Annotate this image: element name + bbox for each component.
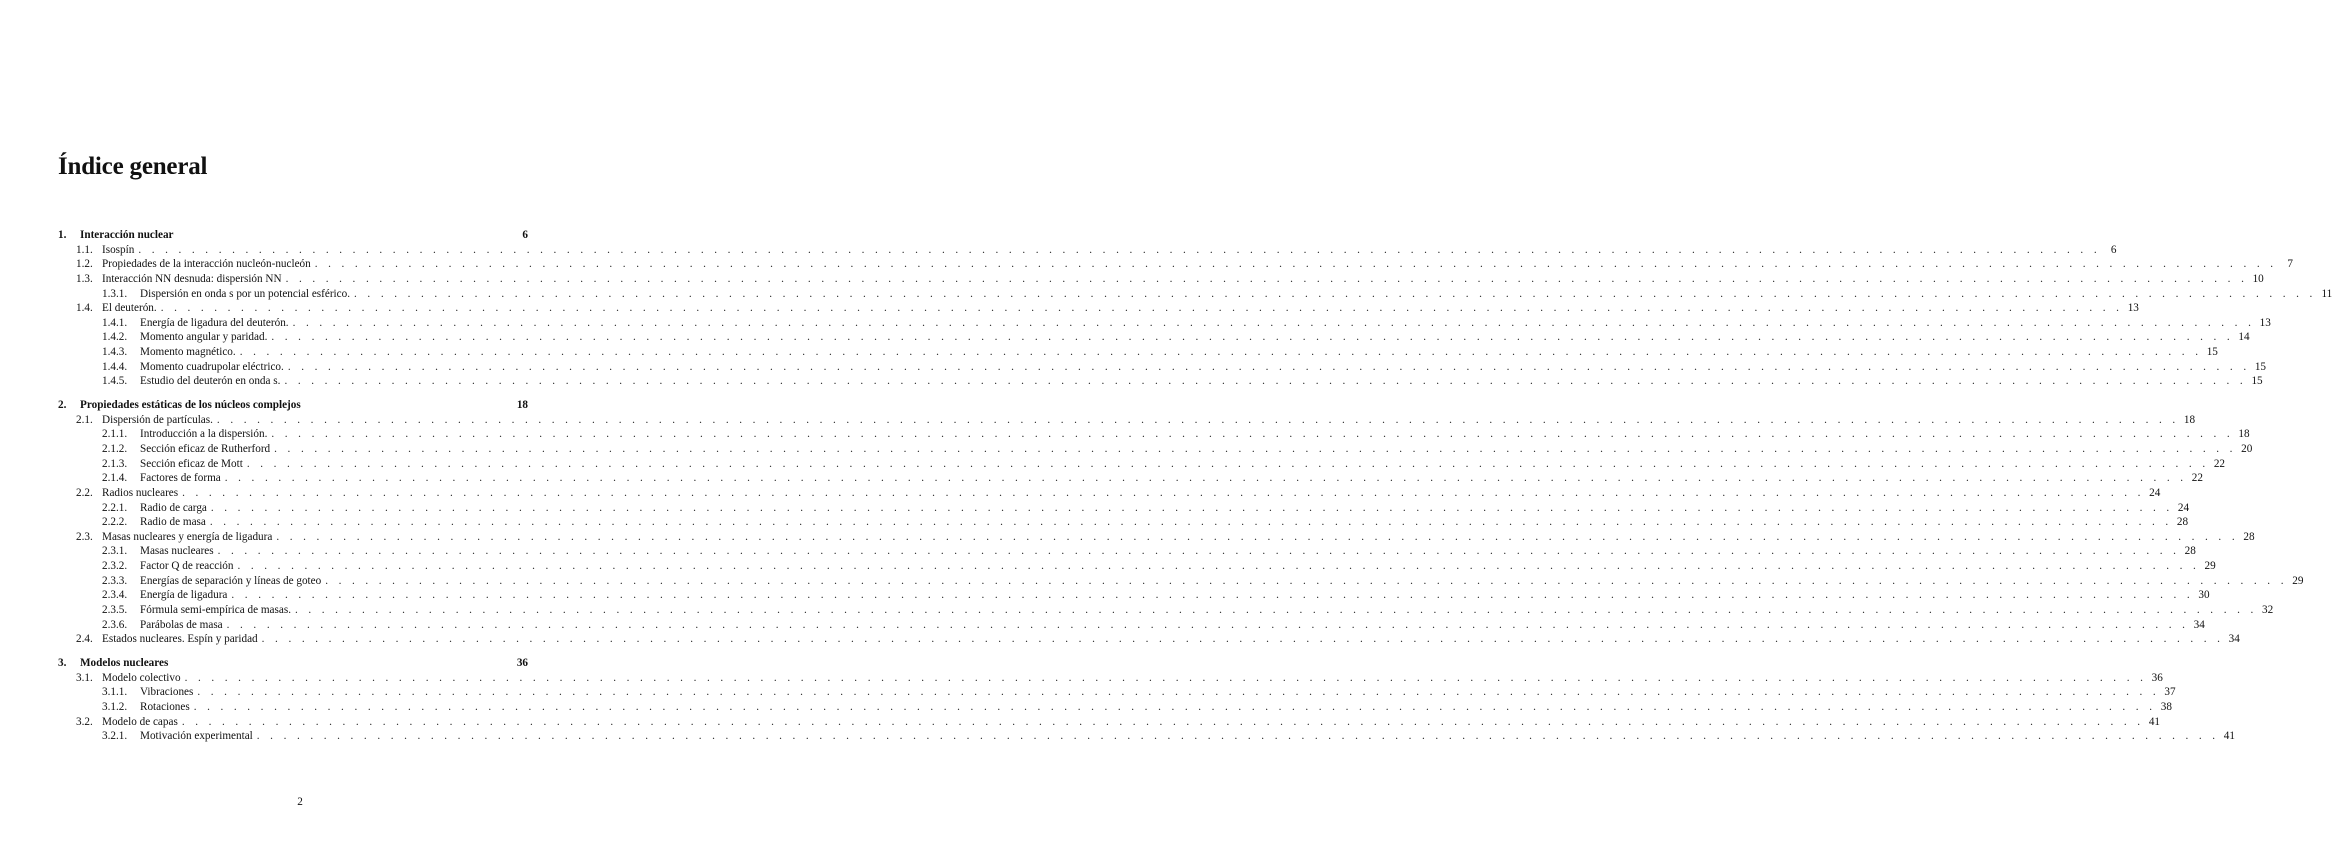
toc-entry-number: 2.4. [76,633,93,646]
toc-entry-page: 20 [2241,442,2253,455]
toc-entry-page: 24 [2177,501,2190,514]
page-number: 2 [297,796,303,808]
toc-entry-title: El deuterón. [102,302,157,315]
toc-entry-title: Masas nucleares y energía de ligadura [102,530,273,543]
toc-subsection-entry[interactable] [58,501,2190,516]
toc-subsection-entry[interactable] [58,618,2205,633]
toc-entry-number: 2. [58,399,67,412]
toc-entry-page: 34 [2193,618,2205,631]
toc-entry-page: 38 [2160,700,2172,713]
toc-entry-number: 1.4.3. [102,346,128,359]
toc-section-entry[interactable] [58,671,2163,686]
toc-entry-number: 2.3.2. [102,560,128,573]
toc-entry-number: 1.4.4. [102,360,128,373]
toc-dot-leader [185,671,2147,686]
toc-entry-number: 3.2.1. [102,730,128,743]
toc-subsection-entry[interactable] [58,330,2250,345]
toc-entry-title: Factores de forma [140,472,221,485]
toc-entry-page: 34 [2228,633,2240,646]
toc-section-entry[interactable] [58,257,2293,272]
toc-dot-leader [288,360,2250,375]
toc-entry-number: 2.1.2. [102,442,128,455]
toc-entry-number: 2.2. [76,486,93,499]
toc-entry-title: Momento angular y paridad. [140,331,268,344]
toc-entry-page: 32 [2262,604,2274,617]
toc-entry-title: Motivación experimental [140,730,253,743]
toc-entry-number: 3. [58,656,67,669]
toc-entry-number: 2.2.2. [102,516,128,529]
toc-entry-number: 1. [58,229,67,241]
toc-dot-leader [182,486,2144,501]
toc-subsection-entry[interactable] [58,515,2189,530]
toc-chapter-entry[interactable] [58,656,528,671]
toc-entry-page: 15 [2254,360,2267,373]
toc-section-entry[interactable] [58,530,2255,545]
toc-entry-page: 36 [516,656,528,669]
toc-dot-leader [325,574,2287,589]
toc-subsection-entry[interactable] [58,427,2250,442]
toc-entry-number: 1.4.5. [102,375,128,388]
toc-dot-leader [271,427,2233,442]
toc-dot-leader [182,715,2144,730]
toc-entry-title: Radio de carga [140,501,207,514]
toc-entry-title: Energías de separación y líneas de goteo [140,574,322,587]
toc-dot-leader [262,632,2224,647]
toc-entry-page: 28 [2176,516,2189,529]
toc-entry-page: 22 [2191,472,2203,485]
toc-entry-number: 3.1.1. [102,686,128,699]
toc-entry-page: 6 [2110,243,2117,256]
toc-entry-number: 3.1.2. [102,700,128,713]
toc-section-entry[interactable] [58,632,2240,647]
toc-entry-page: 18 [516,399,528,412]
toc-subsection-entry[interactable] [58,700,2172,715]
toc-entry-title: Momento cuadrupolar eléctrico. [140,360,284,373]
toc-section-entry[interactable] [58,715,2160,730]
toc-entry-page: 29 [2292,574,2304,587]
table-of-contents [58,228,2332,744]
toc-subsection-entry[interactable] [58,457,2226,472]
toc-section-entry[interactable] [58,243,2117,258]
toc-subsection-entry[interactable] [58,588,2210,603]
toc-entry-page: 28 [2243,530,2255,543]
toc-subsection-entry[interactable] [58,374,2263,389]
toc-entry-number: 1.1. [76,243,93,256]
toc-entry-title: Radios nucleares [102,486,179,499]
toc-dot-leader [274,442,2236,457]
toc-entry-title: Estados nucleares. Espín y paridad [102,633,258,646]
toc-entry-title: Dispersión de partículas. [102,413,213,426]
toc-entry-page: 30 [2198,589,2210,602]
toc-entry-page: 14 [2238,331,2250,344]
toc-entry-title: Factor Q de reacción [140,560,234,573]
toc-dot-leader [240,345,2202,360]
toc-dot-leader [197,685,2159,700]
toc-subsection-entry[interactable] [58,471,2203,486]
toc-entry-title: Estudio del deuterón en onda s. [140,375,281,388]
toc-subsection-entry[interactable] [58,442,2253,457]
toc-entry-number: 1.4. [76,302,93,315]
toc-dot-leader [217,413,2179,428]
toc-section-entry[interactable] [58,272,2264,287]
toc-subsection-entry[interactable] [58,729,2235,744]
toc-entry-number: 2.3.5. [102,604,128,617]
toc-entry-page: 11 [2321,287,2332,300]
toc-entry-number: 3.1. [76,671,93,684]
toc-entry-title: Rotaciones [140,700,190,713]
toc-subsection-entry[interactable] [58,544,2196,559]
toc-entry-number: 3.2. [76,715,93,728]
toc-chapter-entry[interactable] [58,228,528,243]
toc-dot-leader [231,588,2193,603]
toc-entry-number: 1.4.1. [102,316,128,329]
toc-entry-title: Propiedades de la interacción nucleón-nucleón [102,258,311,271]
toc-entry-page: 22 [2213,457,2226,470]
toc-subsection-entry[interactable] [58,360,2267,375]
toc-chapter-entry[interactable] [58,398,528,413]
toc-entry-number: 1.4.2. [102,331,128,344]
toc-section-entry[interactable] [58,301,2139,316]
toc-dot-leader [218,544,2180,559]
toc-entry-title: Sección eficaz de Mott [140,457,243,470]
toc-entry-page: 10 [2252,272,2264,285]
toc-entry-title: Modelo colectivo [102,671,181,684]
toc-entry-number: 1.2. [76,258,93,271]
toc-entry-number: 2.3. [76,530,93,543]
toc-dot-leader [293,316,2255,331]
toc-subsection-entry[interactable] [58,345,2218,360]
toc-entry-page: 37 [2164,686,2176,699]
toc-dot-leader [276,530,2238,545]
toc-dot-leader [315,257,2277,272]
toc-dot-leader [284,374,2246,389]
toc-entry-number: 1.3. [76,272,93,285]
toc-entry-page: 13 [2259,316,2271,329]
toc-entry-title: Masas nucleares [140,545,214,558]
toc-entry-page: 28 [2184,545,2196,558]
toc-entry-title: Energía de ligadura del deuterón. [140,316,289,329]
toc-dot-leader [247,457,2209,472]
toc-dot-leader [194,700,2156,715]
toc-subsection-entry[interactable] [58,559,2216,574]
toc-entry-title: Sección eficaz de Rutherford [140,442,271,455]
toc-entry-page: 15 [2251,375,2263,388]
toc-entry-title: Isospín [102,243,135,256]
toc-dot-leader [354,287,2316,302]
toc-entry-page: 41 [2223,730,2235,743]
toc-entry-title: Modelos nucleares [80,656,169,669]
toc-entry-number: 2.2.1. [102,501,128,514]
toc-entry-title: Introducción a la dispersión. [140,428,268,441]
toc-entry-title: Interacción nuclear [80,229,174,241]
toc-dot-leader [238,559,2200,574]
toc-entry-page: 24 [2149,486,2161,499]
toc-subsection-entry[interactable] [58,574,2304,589]
toc-dot-leader [211,501,2173,516]
toc-entry-page: 18 [2238,428,2250,441]
toc-entry-number: 2.3.4. [102,589,128,602]
toc-entry-number: 2.1.3. [102,457,128,470]
toc-dot-leader [210,515,2172,530]
toc-entry-number: 2.3.1. [102,545,128,558]
toc-entry-title: Fórmula semi-empírica de masas. [140,604,291,617]
toc-dot-leader [225,471,2187,486]
toc-entry-title: Propiedades estáticas de los núcleos complejos [80,399,301,412]
toc-entry-number: 2.3.3. [102,574,128,587]
toc-entry-page: 15 [2206,346,2218,359]
toc-entry-page: 6 [522,229,528,241]
toc-dot-leader [227,618,2189,633]
toc-dot-leader [161,301,2123,316]
toc-entry-title: Momento magnético. [140,346,236,359]
toc-dot-leader [295,603,2257,618]
toc-entry-title: Radio de masa [140,516,206,529]
toc-entry-title: Interacción NN desnuda: dispersión NN [102,272,282,285]
toc-entry-page: 41 [2148,715,2160,728]
toc-entry-page: 7 [2287,258,2293,271]
toc-entry-number: 2.1.1. [102,428,128,441]
toc-entry-title: Energía de ligadura [140,589,228,602]
toc-subsection-entry[interactable] [58,603,2274,618]
toc-dot-leader [257,729,2219,744]
toc-entry-title: Modelo de capas [102,715,178,728]
toc-entry-page: 29 [2204,560,2216,573]
toc-entry-number: 1.3.1. [102,287,128,300]
toc-section-entry[interactable] [58,413,2196,428]
toc-subsection-entry[interactable] [58,316,2271,331]
toc-dot-leader [286,272,2248,287]
toc-dot-leader [271,330,2233,345]
toc-entry-number: 2.3.6. [102,618,128,631]
toc-entry-title: Dispersión en onda s por un potencial esférico. [140,287,351,300]
toc-entry-title: Vibraciones [140,686,194,699]
toc-entry-page: 36 [2151,671,2163,684]
toc-entry-page: 18 [2183,413,2196,426]
toc-dot-leader [138,243,2100,258]
toc-entry-title: Parábolas de masa [140,618,223,631]
page-title: Índice general [58,153,208,180]
toc-subsection-entry[interactable] [58,287,2332,302]
toc-section-entry[interactable] [58,486,2161,501]
toc-subsection-entry[interactable] [58,685,2176,700]
toc-entry-number: 2.1. [76,413,93,426]
toc-entry-number: 2.1.4. [102,472,128,485]
toc-entry-page: 13 [2127,302,2139,315]
